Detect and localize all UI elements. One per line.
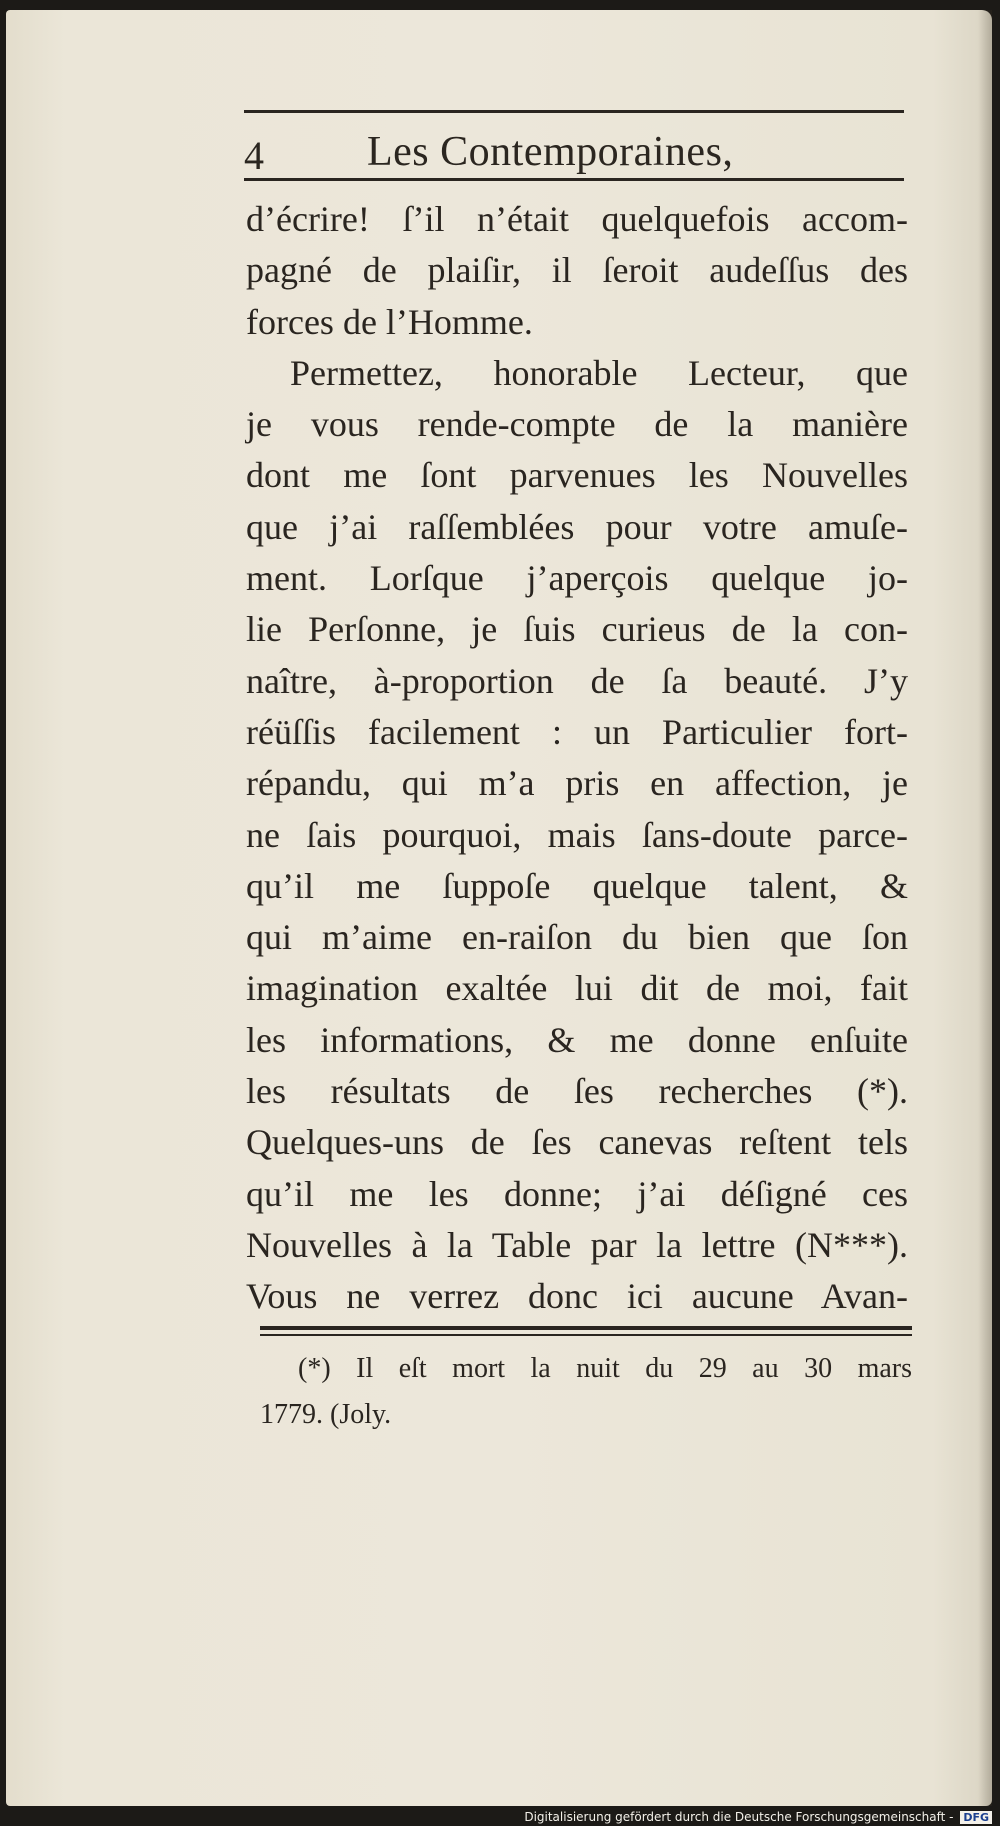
text-line: d’écrire! ſ’il n’était quelquefois accom- <box>246 199 908 239</box>
text-line: Vous ne verrez donc ici aucune Avan- <box>246 1276 908 1317</box>
running-title: Les Contemporaines, <box>367 129 734 175</box>
text-line: répandu, qui m’a pris en affection, je <box>246 763 908 804</box>
text-line: je vous rende-compte de la manière <box>246 404 908 445</box>
header-bottom-rule <box>244 178 904 181</box>
text-line: qu’il me les donne; j’ai déſigné ces <box>246 1173 908 1214</box>
footnote <box>260 1346 912 1438</box>
text-line: qui m’aime en-raiſon du bien que ſon <box>246 917 908 958</box>
text-line: qu’il me ſuppoſe quelque talent, & <box>246 865 908 906</box>
footnote-line: 1779. (Joly. <box>260 1399 392 1430</box>
text-line: ment. Lorſque j’aperçois quelque jo- <box>246 558 908 599</box>
text-line: ne ſais pourquoi, mais ſans-doute parce- <box>246 814 908 855</box>
credit-text: Digitalisierung gefördert durch die Deutsche Forschungsgemeinschaft - <box>524 1810 954 1824</box>
header-top-rule <box>244 110 904 113</box>
dfg-logo: DFG <box>960 1811 992 1824</box>
digitization-credit <box>524 1810 992 1824</box>
text-line: les informations, & me donne enſuite <box>246 1019 908 1060</box>
text-line: lie Perſonne, je ſuis curieus de la con- <box>246 609 908 650</box>
text-line: imagination exaltée lui dit de moi, fait <box>246 968 908 1009</box>
text-line: que j’ai raſſemblées pour votre amuſe- <box>246 506 908 547</box>
book-page <box>6 10 992 1806</box>
text-line: réüſſis facilement : un Particulier fort- <box>246 711 908 752</box>
text-line: les résultats de ſes recherches (*). <box>246 1071 908 1112</box>
text-line: naître, à-proportion de ſa beauté. J’y <box>246 660 908 701</box>
text-line: pagné de plaiſir, il ſeroit audeſſus des <box>246 250 908 291</box>
text-line: Nouvelles à la Table par la lettre (N***). <box>246 1224 908 1265</box>
body-text <box>246 194 908 1323</box>
text-line: dont me ſont parvenues les Nouvelles <box>246 455 908 496</box>
text-line: Quelques-uns de ſes canevas reſtent tels <box>246 1122 908 1163</box>
text-line: forces de l’Homme. <box>246 301 533 342</box>
footnote-rule-bottom <box>260 1334 912 1336</box>
footnote-rule-top <box>260 1326 912 1330</box>
page-number: 4 <box>244 133 264 178</box>
footnote-line: (*) Il eſt mort la nuit du 29 au 30 mars <box>298 1353 912 1384</box>
text-line: Permettez, honorable Lecteur, que <box>290 352 908 393</box>
